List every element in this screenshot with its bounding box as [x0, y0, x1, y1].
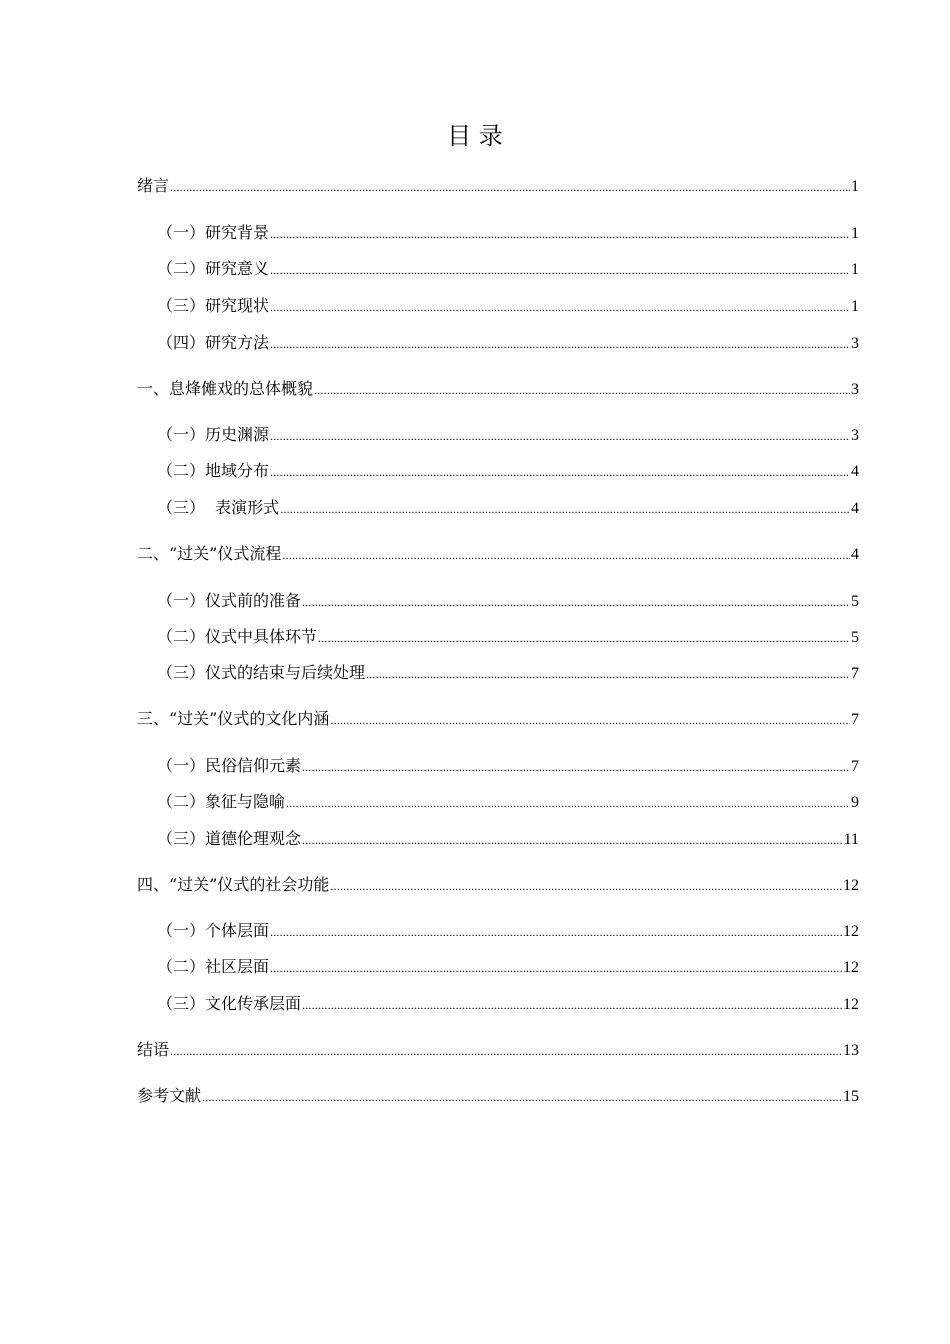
toc-entry-label: （二）社区层面 [157, 957, 270, 976]
toc-entry[interactable] [137, 708, 859, 730]
dot-leader [270, 259, 850, 281]
toc-title: 目 录 [447, 122, 503, 150]
dot-leader [302, 829, 843, 851]
toc-entry-page: 4 [851, 546, 859, 563]
toc-entry-page: 15 [843, 1088, 859, 1105]
toc-entry-page: 12 [843, 996, 859, 1013]
toc-entry[interactable] [157, 332, 859, 354]
toc-entry-page: 5 [851, 629, 859, 646]
toc-entry-page: 12 [843, 959, 859, 976]
toc-entry[interactable] [157, 828, 859, 850]
toc-entry-label: （三）研究现状 [157, 296, 270, 315]
toc-entry-label: （三）仪式的结束与后续处理 [157, 663, 366, 682]
toc-entry[interactable] [157, 222, 859, 244]
toc-entry-page: 1 [851, 178, 859, 195]
dot-leader [282, 544, 850, 566]
dot-leader [170, 176, 850, 198]
dot-leader [330, 709, 850, 731]
dot-leader [270, 296, 850, 318]
toc-entry[interactable] [157, 755, 859, 777]
dot-leader [270, 333, 850, 355]
toc-entry[interactable] [157, 993, 859, 1015]
toc-entry-label: 参考文献 [137, 1086, 202, 1105]
toc-entry[interactable] [137, 378, 859, 400]
toc-entry-label: 二、“过关”仪式流程 [137, 544, 282, 563]
toc-entry-page: 4 [851, 463, 859, 480]
toc-entry-page: 4 [851, 500, 859, 517]
toc-entry[interactable] [157, 791, 859, 813]
toc-entry[interactable] [137, 1039, 859, 1061]
dot-leader [366, 663, 850, 685]
toc-entry-page: 7 [851, 711, 859, 728]
toc-entry-page: 12 [843, 923, 859, 940]
toc-entry-page: 1 [851, 261, 859, 278]
toc-entry-label: （一）民俗信仰元素 [157, 756, 302, 775]
dot-leader [302, 756, 850, 778]
toc-entry-page: 1 [851, 298, 859, 315]
toc-entry-page: 7 [851, 665, 859, 682]
toc-entry[interactable] [157, 424, 859, 446]
toc-entry-label: 结语 [137, 1040, 170, 1059]
toc-entry[interactable] [157, 626, 859, 648]
toc-entry[interactable] [137, 543, 859, 565]
toc-entry-label: （二）象征与隐喻 [157, 792, 286, 811]
toc-entry-page: 13 [843, 1042, 859, 1059]
toc-entry[interactable] [137, 1085, 859, 1107]
toc-entry[interactable] [157, 460, 859, 482]
dot-leader [270, 921, 842, 943]
toc-entry-page: 7 [851, 758, 859, 775]
toc-entry-label: 三、“过关”仪式的文化内涵 [137, 709, 330, 728]
dot-leader [280, 498, 850, 520]
toc-entry[interactable] [157, 295, 859, 317]
toc-entry-page: 1 [851, 225, 859, 242]
toc-entry-label: （二）地域分布 [157, 461, 270, 480]
toc-entry-label: 绪言 [137, 176, 170, 195]
toc-entry[interactable] [137, 175, 859, 197]
toc-entry-label: （二）研究意义 [157, 259, 270, 278]
toc-entry-label: （三）道德伦理观念 [157, 829, 302, 848]
toc-entry[interactable] [157, 956, 859, 978]
toc-entry[interactable] [157, 662, 859, 684]
toc-entry-label: （一）仪式前的准备 [157, 591, 302, 610]
toc-entry-label: （四）研究方法 [157, 333, 270, 352]
toc-entry[interactable] [157, 497, 859, 519]
toc-entry-page: 12 [843, 877, 859, 894]
dot-leader [330, 875, 842, 897]
toc-entry-label: （二）仪式中具体环节 [157, 627, 318, 646]
toc-entry-page: 3 [851, 381, 859, 398]
toc-entry-label: （三） 表演形式 [157, 498, 280, 517]
dot-leader [302, 591, 850, 613]
dot-leader [302, 994, 842, 1016]
toc-entry-label: 四、“过关”仪式的社会功能 [137, 875, 330, 894]
toc-entry-page: 9 [851, 794, 859, 811]
toc-entry[interactable] [157, 258, 859, 280]
toc-entry-page: 3 [851, 335, 859, 352]
dot-leader [318, 627, 850, 649]
toc-entry-page: 3 [851, 427, 859, 444]
toc-entry-label: （一）个体层面 [157, 921, 270, 940]
dot-leader [270, 223, 850, 245]
toc-entry-page: 5 [851, 593, 859, 610]
dot-leader [314, 379, 850, 401]
toc-entry[interactable] [157, 920, 859, 942]
toc-entry-label: （一）历史渊源 [157, 425, 270, 444]
dot-leader [270, 957, 842, 979]
toc-entry-label: （一）研究背景 [157, 223, 270, 242]
toc-entry[interactable] [157, 590, 859, 612]
toc-entry-label: 一、息烽傩戏的总体概貌 [137, 379, 314, 398]
toc-entry-label: （三）文化传承层面 [157, 994, 302, 1013]
dot-leader [202, 1086, 842, 1108]
toc-entry[interactable] [137, 874, 859, 896]
dot-leader [170, 1040, 842, 1062]
dot-leader [270, 461, 850, 483]
toc-entry-page: 11 [843, 831, 859, 848]
dot-leader [270, 425, 850, 447]
dot-leader [286, 792, 850, 814]
